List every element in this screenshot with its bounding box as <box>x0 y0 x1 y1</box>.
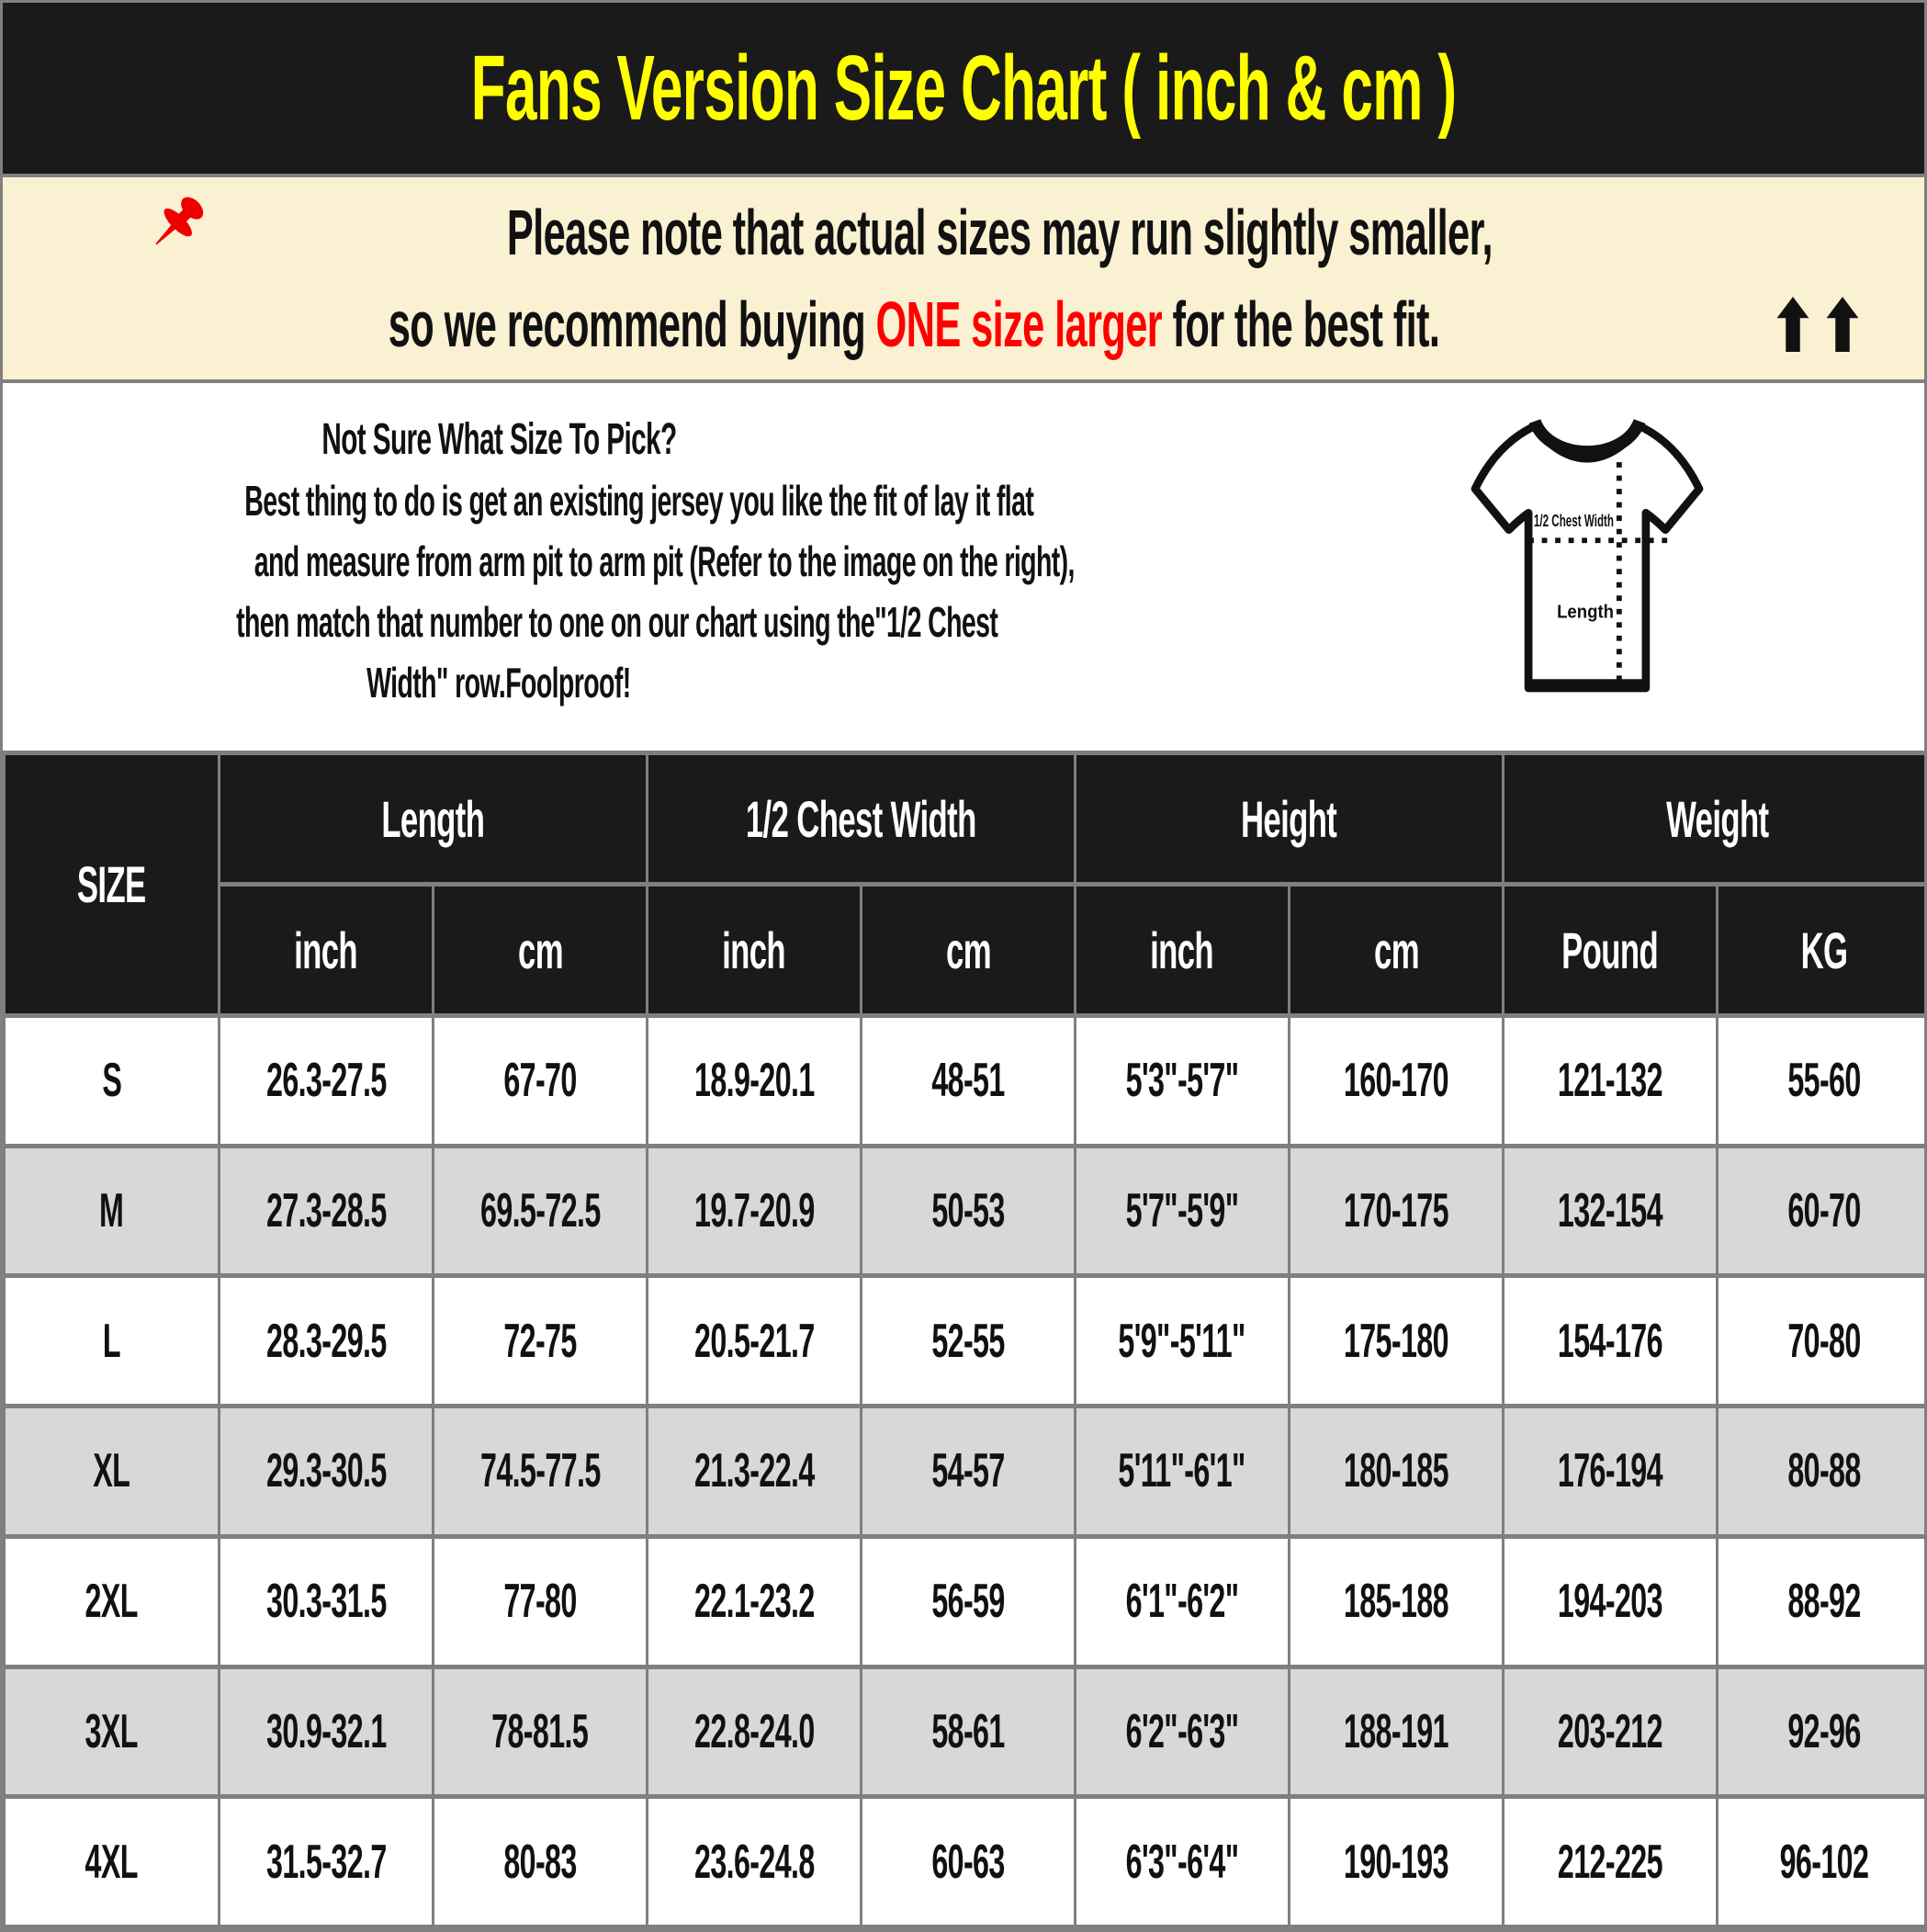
header-group-length: Length <box>220 753 648 885</box>
table-cell: 203-212 <box>1504 1666 1718 1797</box>
table-cell: 67-70 <box>434 1016 648 1147</box>
table-row <box>5 1666 1927 1797</box>
table-cell: 160-170 <box>1290 1016 1504 1147</box>
guide-line: Best thing to do is get an existing jersey you like the fit of lay it flat <box>244 477 1034 525</box>
red-pushpin-icon <box>133 186 210 278</box>
table-row <box>5 1407 1927 1537</box>
size-cell: 4XL <box>5 1797 220 1927</box>
chest-width-label: 1/2 Chest Width <box>1533 510 1615 530</box>
table-cell: 78-81.5 <box>434 1666 648 1797</box>
table-cell: 22.8-24.0 <box>648 1666 862 1797</box>
table-cell: 26.3-27.5 <box>220 1016 434 1147</box>
table-cell: 77-80 <box>434 1536 648 1666</box>
guide-line: then match that number to one on our chart using the"1/2 Chest <box>236 598 998 646</box>
table-cell: 52-55 <box>862 1276 1076 1407</box>
table-row <box>5 1536 1927 1666</box>
table-cell: 58-61 <box>862 1666 1076 1797</box>
table-cell: 180-185 <box>1290 1407 1504 1537</box>
header-size: SIZE <box>5 753 220 1016</box>
table-cell: 54-57 <box>862 1407 1076 1537</box>
table-cell: 60-63 <box>862 1797 1076 1927</box>
header-weight-pound: Pound <box>1504 885 1718 1016</box>
table-cell: 30.9-32.1 <box>220 1666 434 1797</box>
table-row <box>5 1146 1927 1276</box>
table-cell: 80-83 <box>434 1797 648 1927</box>
table-cell: 88-92 <box>1718 1536 1927 1666</box>
title-bar <box>3 3 1924 177</box>
table-cell: 96-102 <box>1718 1797 1927 1927</box>
table-cell: 23.6-24.8 <box>648 1797 862 1927</box>
tshirt-diagram <box>1445 409 1730 720</box>
table-cell: 5'11"-6'1" <box>1076 1407 1290 1537</box>
table-cell: 188-191 <box>1290 1666 1504 1797</box>
header-length-inch: inch <box>220 885 434 1016</box>
table-cell: 29.3-30.5 <box>220 1407 434 1537</box>
table-cell: 132-154 <box>1504 1146 1718 1276</box>
guide-line: Width" row.Foolproof! <box>366 659 631 706</box>
header-height-inch: inch <box>1076 885 1290 1016</box>
table-cell: 30.3-31.5 <box>220 1536 434 1666</box>
table-cell: 92-96 <box>1718 1666 1927 1797</box>
table-cell: 56-59 <box>862 1536 1076 1666</box>
tshirt-measure-illustration <box>1445 409 1730 716</box>
tshirt-collar <box>1535 422 1640 452</box>
table-cell: 6'2"-6'3" <box>1076 1666 1290 1797</box>
table-cell: 22.1-23.2 <box>648 1536 862 1666</box>
table-cell: 28.3-29.5 <box>220 1276 434 1407</box>
table-cell: 190-193 <box>1290 1797 1504 1927</box>
table-cell: 74.5-77.5 <box>434 1407 648 1537</box>
table-cell: 5'3"-5'7" <box>1076 1016 1290 1147</box>
table-cell: 60-70 <box>1718 1146 1927 1276</box>
table-cell: 6'1"-6'2" <box>1076 1536 1290 1666</box>
table-cell: 194-203 <box>1504 1536 1718 1666</box>
note-banner <box>3 177 1924 383</box>
header-length-cm: cm <box>434 885 648 1016</box>
guide-heading: Not Sure What Size To Pick? <box>321 415 677 464</box>
table-body <box>5 1016 1927 1927</box>
table-cell: 176-194 <box>1504 1407 1718 1537</box>
table-cell: 55-60 <box>1718 1016 1927 1147</box>
header-sub-row <box>5 885 1927 1016</box>
guide-line: and measure from arm pit to arm pit (Refer to the image on the right), <box>254 537 1075 585</box>
table-cell: 21.3-22.4 <box>648 1407 862 1537</box>
note-text-1: Please note that actual sizes may run slightly smaller, <box>506 197 1493 268</box>
table-cell: 121-132 <box>1504 1016 1718 1147</box>
header-group-weight: Weight <box>1504 753 1927 885</box>
length-label: Length <box>1557 602 1615 623</box>
up-arrow-icon <box>1775 296 1811 353</box>
size-cell: M <box>5 1146 220 1276</box>
size-cell: XL <box>5 1407 220 1537</box>
header-group-height: Height <box>1076 753 1504 885</box>
table-row <box>5 1016 1927 1147</box>
table-cell: 72-75 <box>434 1276 648 1407</box>
header-weight-kg: KG <box>1718 885 1927 1016</box>
size-cell: S <box>5 1016 220 1147</box>
table-cell: 6'3"-6'4" <box>1076 1797 1290 1927</box>
note-line-1 <box>133 186 1795 278</box>
table-cell: 20.5-21.7 <box>648 1276 862 1407</box>
header-group-chest-width: 1/2 Chest Width <box>648 753 1076 885</box>
table-cell: 175-180 <box>1290 1276 1504 1407</box>
note-line-2 <box>66 278 1861 370</box>
table-cell: 5'7"-5'9" <box>1076 1146 1290 1276</box>
header-chest-inch: inch <box>648 885 862 1016</box>
header-height-cm: cm <box>1290 885 1504 1016</box>
table-cell: 31.5-32.7 <box>220 1797 434 1927</box>
size-cell: L <box>5 1276 220 1407</box>
table-cell: 48-51 <box>862 1016 1076 1147</box>
size-cell: 2XL <box>5 1536 220 1666</box>
table-cell: 27.3-28.5 <box>220 1146 434 1276</box>
page-title: Fans Version Size Chart ( inch & cm ) <box>470 36 1457 140</box>
size-chart-table <box>3 751 1927 1929</box>
table-cell: 69.5-72.5 <box>434 1146 648 1276</box>
guide-text-block <box>3 383 1075 713</box>
tshirt-outline <box>1475 424 1699 688</box>
table-cell: 5'9"-5'11" <box>1076 1276 1290 1407</box>
header-group-row <box>5 753 1927 885</box>
table-cell: 80-88 <box>1718 1407 1927 1537</box>
table-cell: 185-188 <box>1290 1536 1504 1666</box>
table-cell: 18.9-20.1 <box>648 1016 862 1147</box>
table-cell: 170-175 <box>1290 1146 1504 1276</box>
table-cell: 19.7-20.9 <box>648 1146 862 1276</box>
table-cell: 50-53 <box>862 1146 1076 1276</box>
table-header <box>5 753 1927 1016</box>
table-row <box>5 1276 1927 1407</box>
table-row <box>5 1797 1927 1927</box>
header-chest-cm: cm <box>862 885 1076 1016</box>
table-cell: 154-176 <box>1504 1276 1718 1407</box>
size-cell: 3XL <box>5 1666 220 1797</box>
note-text-2: so we recommend buying ONE size larger for the best fit. <box>388 288 1440 360</box>
up-arrow-icon <box>1824 296 1861 353</box>
guide-section <box>3 383 1924 751</box>
note-highlight: ONE size larger <box>875 288 1163 360</box>
table-cell: 212-225 <box>1504 1797 1718 1927</box>
table-cell: 70-80 <box>1718 1276 1927 1407</box>
